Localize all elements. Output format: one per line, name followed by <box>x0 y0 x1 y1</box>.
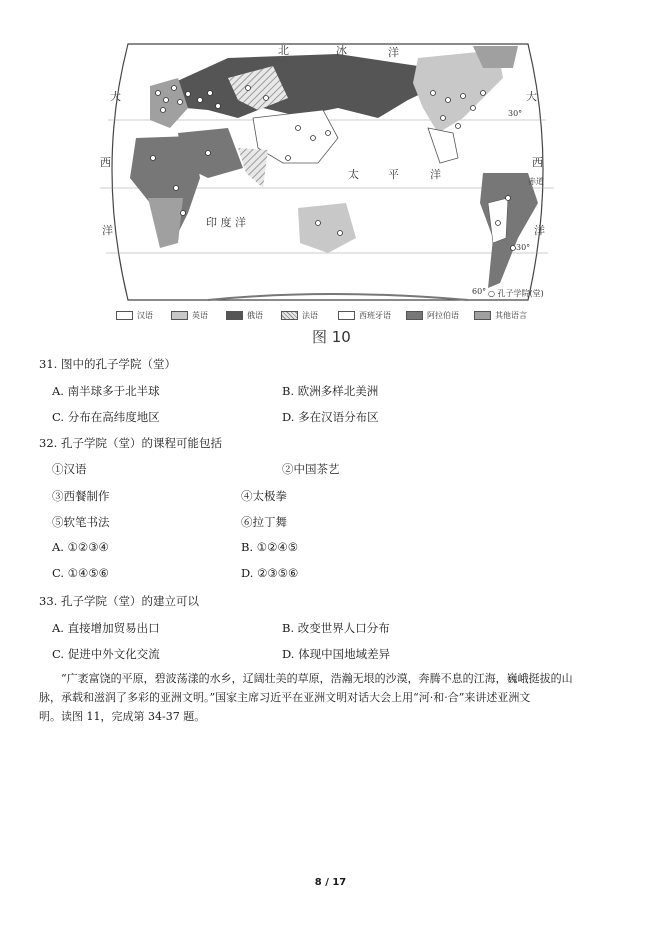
world-map-figure <box>88 38 566 308</box>
legend-swatch <box>338 311 355 320</box>
legend-label: 西班牙语 <box>359 311 391 320</box>
ci-marker <box>431 91 436 96</box>
q32-option-c[interactable]: C. ①④⑤⑥ <box>52 566 109 580</box>
ci-marker <box>198 98 203 103</box>
ci-marker <box>481 91 486 96</box>
q33-title: 33. 孔子学院（堂）的建立可以 <box>39 594 199 608</box>
q31-option-b[interactable]: B. 欧洲多样北美洲 <box>282 384 379 398</box>
q32-item-3: ③西餐制作 <box>52 489 110 503</box>
ci-marker <box>206 151 211 156</box>
ci-marker <box>208 91 213 96</box>
legend-item-russian <box>226 310 263 321</box>
legend-label: 其他语言 <box>495 311 527 320</box>
map-label-yang-right: 洋 <box>534 224 545 237</box>
ci-marker <box>496 221 501 226</box>
map-label-indian-ocean: 印 度 洋 <box>206 216 246 229</box>
q31-option-a[interactable]: A. 南半球多于北半球 <box>52 384 160 398</box>
map-label-big-left: 大 <box>110 90 121 103</box>
legend-swatch <box>116 311 133 320</box>
map-label-ocean: 洋 <box>388 46 399 59</box>
ci-marker <box>174 186 179 191</box>
map-label-lat30n: 30° <box>508 109 523 118</box>
ci-marker <box>178 100 183 105</box>
ci-marker <box>164 98 169 103</box>
legend-item-arabic <box>406 310 459 321</box>
map-label-north: 北 <box>278 44 289 57</box>
ci-marker <box>181 211 186 216</box>
q32-item-5: ⑤软笔书法 <box>52 515 110 529</box>
legend-label: 汉语 <box>137 311 153 320</box>
ci-marker <box>316 221 321 226</box>
q32-option-a[interactable]: A. ①②③④ <box>52 540 109 554</box>
q32-option-b[interactable]: B. ①②④⑤ <box>241 540 299 554</box>
q32-item-6: ⑥拉丁舞 <box>241 515 287 529</box>
ci-marker <box>511 246 516 251</box>
q32-option-d[interactable]: D. ②③⑤⑥ <box>241 566 299 580</box>
q32-item-4: ④太极拳 <box>241 489 287 503</box>
legend-item-other <box>474 310 527 321</box>
ci-marker <box>296 126 301 131</box>
ci-marker <box>461 94 466 99</box>
legend-swatch <box>281 311 298 320</box>
map-label-yang-pacific: 洋 <box>430 168 441 181</box>
q31-title: 31. 图中的孔子学院（堂） <box>39 357 176 371</box>
legend-label: 英语 <box>192 311 208 320</box>
ci-marker <box>286 156 291 161</box>
q33-option-c[interactable]: C. 促进中外文化交流 <box>52 647 160 661</box>
q31-option-c[interactable]: C. 分布在高纬度地区 <box>52 410 160 424</box>
legend-swatch <box>474 311 491 320</box>
ci-marker <box>172 86 177 91</box>
ci-marker <box>246 86 251 91</box>
ci-marker <box>506 196 511 201</box>
ci-marker <box>311 136 316 141</box>
ci-marker <box>456 124 461 129</box>
legend-item-french <box>281 310 318 321</box>
q33-option-d[interactable]: D. 体现中国地域差异 <box>282 647 391 661</box>
map-label-ice: 冰 <box>336 44 347 57</box>
q31-option-d[interactable]: D. 多在汉语分布区 <box>282 410 379 424</box>
world-map <box>88 38 566 308</box>
q32-item-2: ②中国茶艺 <box>282 462 340 476</box>
ci-marker <box>446 98 451 103</box>
legend-swatch <box>171 311 188 320</box>
map-label-big-right: 大 <box>526 90 537 103</box>
ci-marker <box>216 104 221 109</box>
legend-label: 俄语 <box>247 311 263 320</box>
map-label-tai: 太 <box>348 168 359 181</box>
ci-marker <box>151 156 156 161</box>
map-label-lat30s: 30° <box>516 243 531 252</box>
ci-marker <box>326 131 331 136</box>
ci-marker <box>338 231 343 236</box>
passage <box>39 669 619 726</box>
map-label-yang-left: 洋 <box>102 224 113 237</box>
legend-swatch <box>406 311 423 320</box>
passage-line-3: 明。读图 11，完成第 34-37 题。 <box>39 710 206 723</box>
ci-marker <box>471 106 476 111</box>
ci-marker <box>264 96 269 101</box>
map-label-lat60s: 60° <box>472 287 487 296</box>
passage-line-1: “广袤富饶的平原，碧波荡漾的水乡，辽阔壮美的草原，浩瀚无垠的沙漠，奔腾不息的江海，巍峨挺拔的山 <box>61 672 573 685</box>
ci-marker <box>186 92 191 97</box>
ci-marker <box>156 91 161 96</box>
figure-caption: 图 10 <box>312 328 351 346</box>
map-label-equator: 赤道 <box>528 177 544 186</box>
page-number: 8 / 17 <box>314 877 347 888</box>
map-label-xi-right: 西 <box>532 156 543 169</box>
q32-title: 32. 孔子学院（堂）的课程可能包括 <box>39 436 222 450</box>
marker-legend: ○ 孔子学院(堂) <box>488 289 544 298</box>
ci-marker <box>161 108 166 113</box>
map-legend <box>116 310 576 326</box>
q32-item-1: ①汉语 <box>52 462 87 476</box>
map-label-xi-left: 西 <box>100 156 111 169</box>
passage-line-2: 脉，承载和滋润了多彩的亚洲文明。”国家主席习近平在亚洲文明对话大会上用“河·和·合”来讲述亚洲文 <box>39 691 531 704</box>
ci-marker <box>441 116 446 121</box>
legend-item-english <box>171 310 208 321</box>
legend-item-chinese <box>116 310 153 321</box>
legend-label: 阿拉伯语 <box>427 311 459 320</box>
q33-option-a[interactable]: A. 直接增加贸易出口 <box>52 621 160 635</box>
legend-item-spanish <box>338 310 391 321</box>
legend-swatch <box>226 311 243 320</box>
map-label-ping: 平 <box>388 168 399 181</box>
q33-option-b[interactable]: B. 改变世界人口分布 <box>282 621 390 635</box>
legend-label: 法语 <box>302 311 318 320</box>
